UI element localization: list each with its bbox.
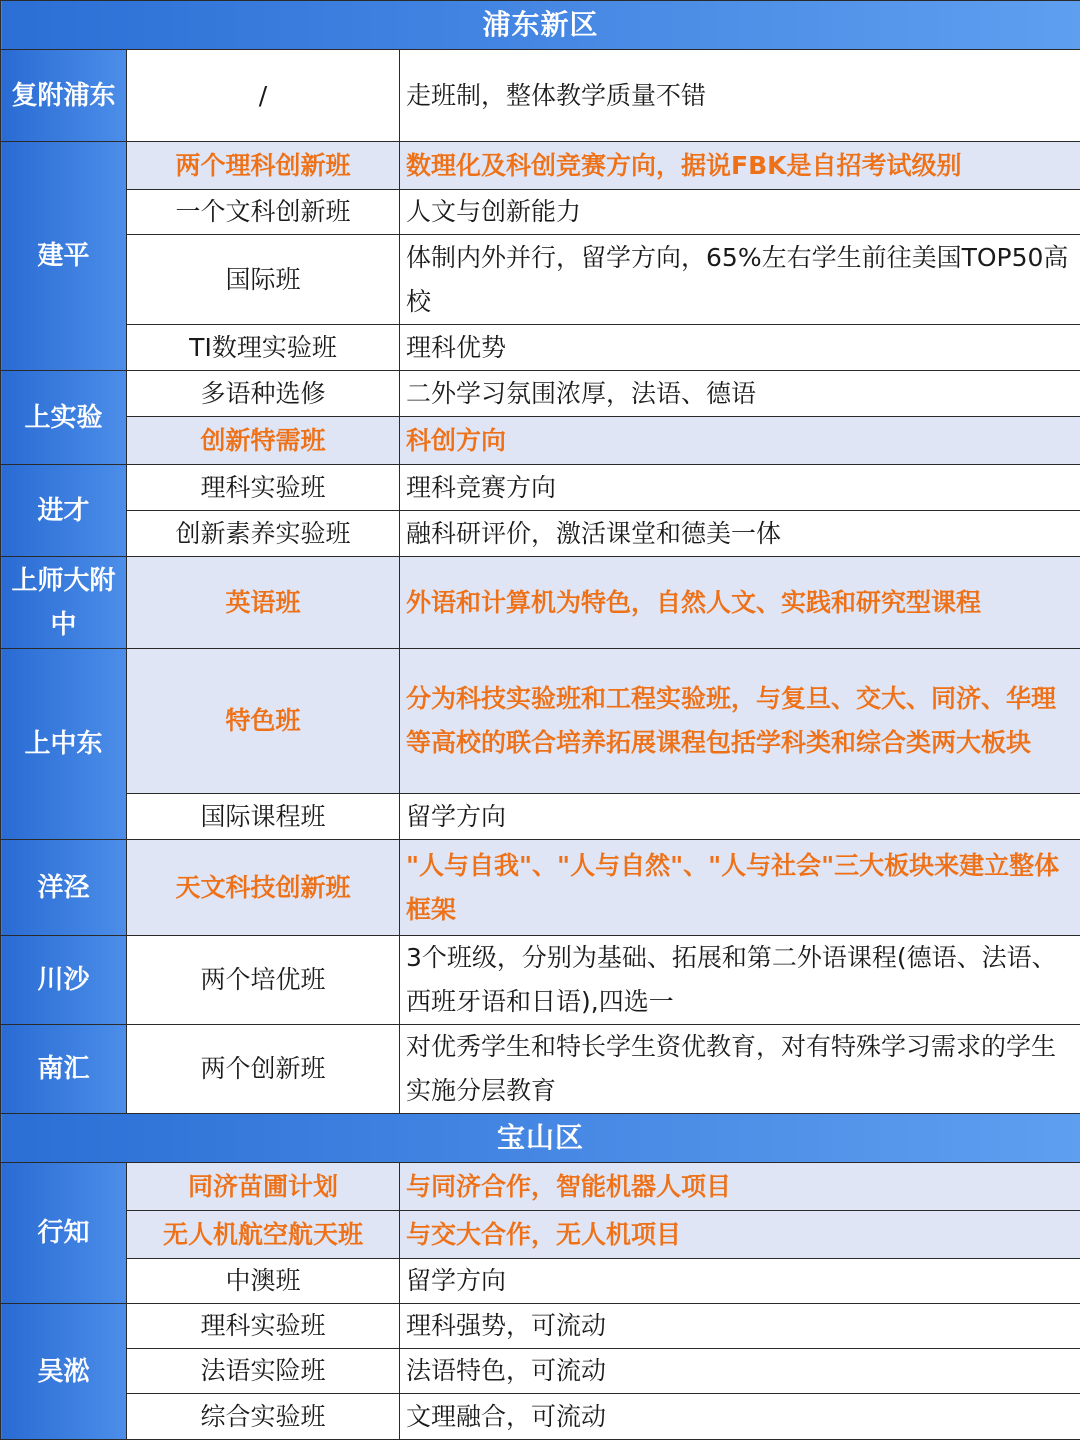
- school-name-cell: 上中东: [1, 649, 127, 840]
- school-name-cell: 进才: [1, 465, 127, 557]
- description-cell: 人文与创新能力: [400, 190, 1080, 235]
- table-row: [1, 649, 1080, 794]
- description-cell: 与同济合作，智能机器人项目: [400, 1163, 1080, 1211]
- table-row: [1, 371, 1080, 417]
- school-name-cell: 南汇: [1, 1025, 127, 1114]
- description-cell: 理科竞赛方向: [400, 465, 1080, 511]
- table-row: [1, 1163, 1080, 1211]
- region-header: 浦东新区: [1, 1, 1080, 50]
- class-name-cell: 两个创新班: [127, 1025, 400, 1114]
- region-header-row: [1, 1114, 1080, 1163]
- description-cell: "人与自我"、"人与自然"、"人与社会"三大板块来建立整体框架: [400, 840, 1080, 936]
- table-row: [1, 511, 1080, 557]
- table-row: [1, 417, 1080, 465]
- table-row: [1, 465, 1080, 511]
- class-name-cell: 两个理科创新班: [127, 142, 400, 190]
- class-name-cell: 特色班: [127, 649, 400, 794]
- table-row: [1, 142, 1080, 190]
- school-name-cell: 复附浦东: [1, 50, 127, 142]
- region-header-row: [1, 1, 1080, 50]
- description-cell: 融科研评价，激活课堂和德美一体: [400, 511, 1080, 557]
- table-row: [1, 1259, 1080, 1304]
- table-row: [1, 325, 1080, 371]
- description-cell: 理科强势，可流动: [400, 1304, 1080, 1349]
- table-row: [1, 190, 1080, 235]
- class-name-cell: 多语种选修: [127, 371, 400, 417]
- class-name-cell: 天文科技创新班: [127, 840, 400, 936]
- region-header: 宝山区: [1, 1114, 1080, 1163]
- table-row: [1, 1304, 1080, 1349]
- class-name-cell: 综合实验班: [127, 1394, 400, 1440]
- class-name-cell: 两个培优班: [127, 936, 400, 1025]
- description-cell: 留学方向: [400, 1259, 1080, 1304]
- description-cell: 分为科技实验班和工程实验班，与复旦、交大、同济、华理等高校的联合培养拓展课程包括学科类和综合类两大板块: [400, 649, 1080, 794]
- school-name-cell: 行知: [1, 1163, 127, 1304]
- class-name-cell: 一个文科创新班: [127, 190, 400, 235]
- table-body: [1, 1, 1080, 1440]
- table-row: [1, 1349, 1080, 1394]
- school-name-cell: 上实验: [1, 371, 127, 465]
- table-row: [1, 1211, 1080, 1259]
- class-name-cell: 法语实险班: [127, 1349, 400, 1394]
- table-row: [1, 936, 1080, 1025]
- description-cell: 留学方向: [400, 794, 1080, 840]
- class-name-cell: 理科实验班: [127, 1304, 400, 1349]
- school-name-cell: 吴淞: [1, 1304, 127, 1440]
- description-cell: 理科优势: [400, 325, 1080, 371]
- table-row: [1, 840, 1080, 936]
- class-name-cell: 国际班: [127, 235, 400, 325]
- description-cell: 体制内外并行，留学方向，65%左右学生前往美国TOP50高校: [400, 235, 1080, 325]
- class-name-cell: 同济苗圃计划: [127, 1163, 400, 1211]
- class-name-cell: /: [127, 50, 400, 142]
- table-row: [1, 1394, 1080, 1440]
- description-cell: 走班制，整体教学质量不错: [400, 50, 1080, 142]
- table-row: [1, 235, 1080, 325]
- description-cell: 二外学习氛围浓厚，法语、德语: [400, 371, 1080, 417]
- table-row: [1, 794, 1080, 840]
- description-cell: 3个班级，分别为基础、拓展和第二外语课程(德语、法语、西班牙语和日语),四选一: [400, 936, 1080, 1025]
- description-cell: 与交大合作，无人机项目: [400, 1211, 1080, 1259]
- class-name-cell: 理科实验班: [127, 465, 400, 511]
- description-cell: 文理融合，可流动: [400, 1394, 1080, 1440]
- class-name-cell: 英语班: [127, 557, 400, 649]
- table-row: [1, 557, 1080, 649]
- class-name-cell: TI数理实验班: [127, 325, 400, 371]
- class-name-cell: 无人机航空航天班: [127, 1211, 400, 1259]
- description-cell: 科创方向: [400, 417, 1080, 465]
- class-name-cell: 创新素养实验班: [127, 511, 400, 557]
- description-cell: 对优秀学生和特长学生资优教育，对有特殊学习需求的学生实施分层教育: [400, 1025, 1080, 1114]
- class-name-cell: 中澳班: [127, 1259, 400, 1304]
- school-name-cell: 洋泾: [1, 840, 127, 936]
- school-name-cell: 川沙: [1, 936, 127, 1025]
- description-cell: 法语特色，可流动: [400, 1349, 1080, 1394]
- description-cell: 外语和计算机为特色，自然人文、实践和研究型课程: [400, 557, 1080, 649]
- school-name-cell: 上师大附中: [1, 557, 127, 649]
- description-cell: 数理化及科创竞赛方向，据说FBK是自招考试级别: [400, 142, 1080, 190]
- table-row: [1, 1025, 1080, 1114]
- school-name-cell: 建平: [1, 142, 127, 371]
- table-row: [1, 50, 1080, 142]
- class-name-cell: 国际课程班: [127, 794, 400, 840]
- class-name-cell: 创新特需班: [127, 417, 400, 465]
